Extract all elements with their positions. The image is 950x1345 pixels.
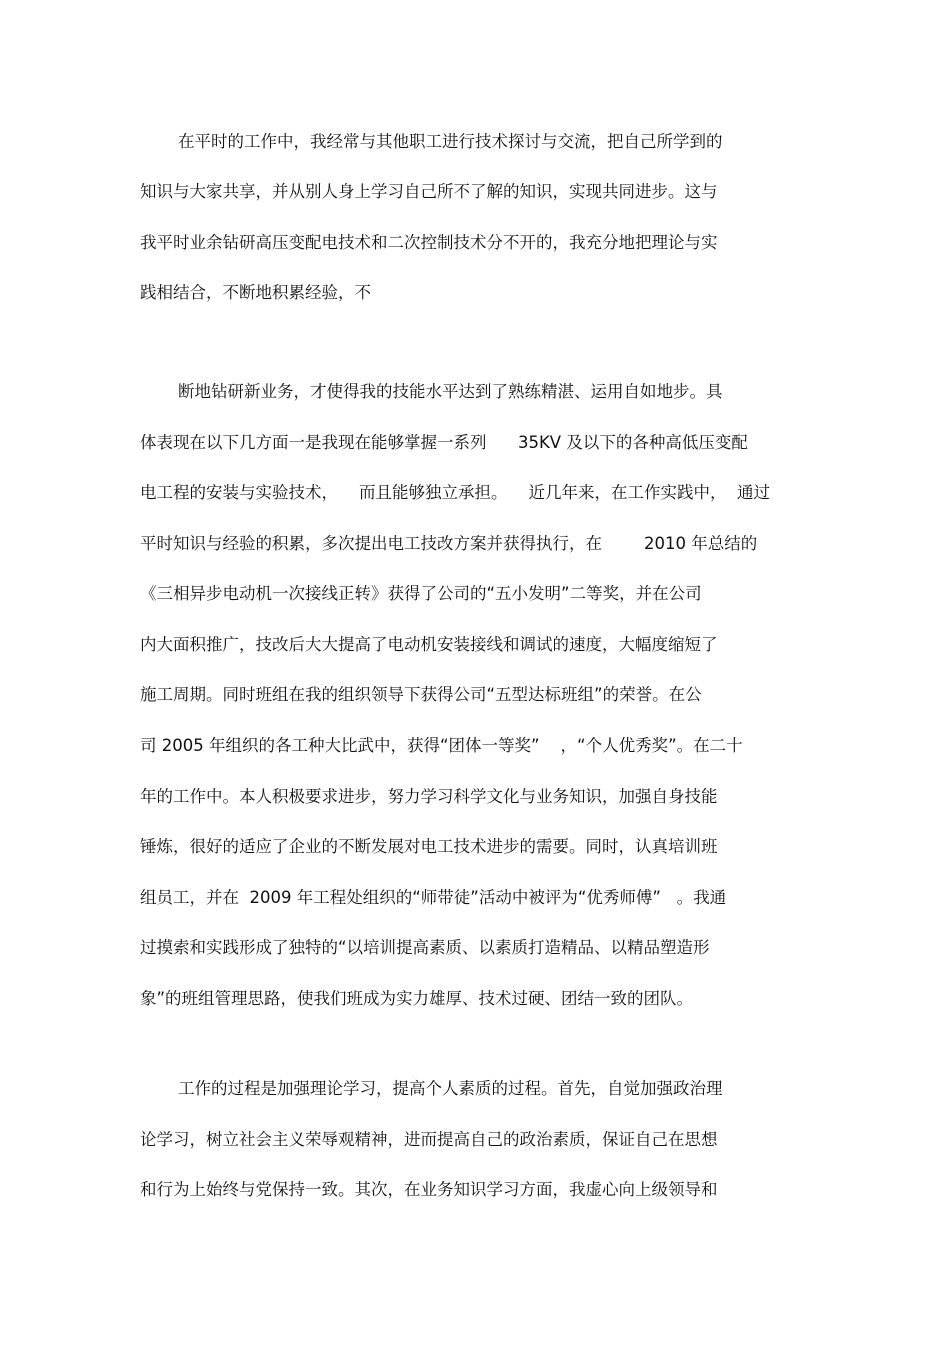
paragraph-line: 断地钻研新业务，才使得我的技能水平达到了熟练精湛、运用自如地步。具: [178, 382, 723, 401]
paragraph-line: 践相结合，不断地积累经验，不: [140, 283, 371, 302]
paragraph-line: 组员工，并在 2009 年工程处组织的“师带徒”活动中被评为“优秀师傅” 。我通: [140, 888, 727, 907]
paragraph-line: 电工程的安装与实验技术， 而且能够独立承担。 近几年来，在工作实践中， 通过: [140, 483, 770, 502]
paragraph-line: 过摸索和实践形成了独特的“以培训提高素质、以素质打造精品、以精品塑造形: [140, 938, 710, 957]
paragraph-line: 年的工作中。本人积极要求进步，努力学习科学文化与业务知识，加强自身技能: [140, 787, 718, 806]
paragraph-line: 在平时的工作中，我经常与其他职工进行技术探讨与交流，把自己所学到的: [178, 132, 723, 151]
paragraph-line: 工作的过程是加强理论学习，提高个人素质的过程。首先，自觉加强政治理: [178, 1079, 723, 1098]
paragraph-line: 内大面积推广，技改后大大提高了电动机安装接线和调试的速度，大幅度缩短了: [140, 635, 718, 654]
paragraph-line: 论学习，树立社会主义荣辱观精神，进而提高自己的政治素质，保证自己在思想: [140, 1130, 718, 1149]
paragraph-line: 知识与大家共享，并从别人身上学习自己所不了解的知识，实现共同进步。这与: [140, 182, 718, 201]
paragraph-line: 施工周期。同时班组在我的组织领导下获得公司“五型达标班组”的荣誉。在公: [140, 685, 702, 704]
paragraph-line: 《三相异步电动机一次接线正转》获得了公司的“五小发明”二等奖，并在公司: [140, 584, 702, 603]
paragraph-line: 象”的班组管理思路，使我们班成为实力雄厚、技术过硬、团结一致的团队。: [140, 989, 694, 1008]
paragraph-line: 体表现在以下几方面一是我现在能够掌握一系列 35KV 及以下的各种高低压变配: [140, 433, 748, 452]
paragraph-line: 我平时业余钻研高压变配电技术和二次控制技术分不开的，我充分地把理论与实: [140, 233, 718, 252]
paragraph-line: 锤炼，很好的适应了企业的不断发展对电工技术进步的需要。同时，认真培训班: [140, 837, 718, 856]
paragraph-line: 平时知识与经验的积累，多次提出电工技改方案并获得执行，在 2010 年总结的: [140, 534, 758, 553]
paragraph-line: 司 2005 年组织的各工种大比武中，获得“团体一等奖” ，“个人优秀奖”。在二十: [140, 736, 743, 755]
paragraph-line: 和行为上始终与党保持一致。其次，在业务知识学习方面，我虚心向上级领导和: [140, 1180, 718, 1199]
